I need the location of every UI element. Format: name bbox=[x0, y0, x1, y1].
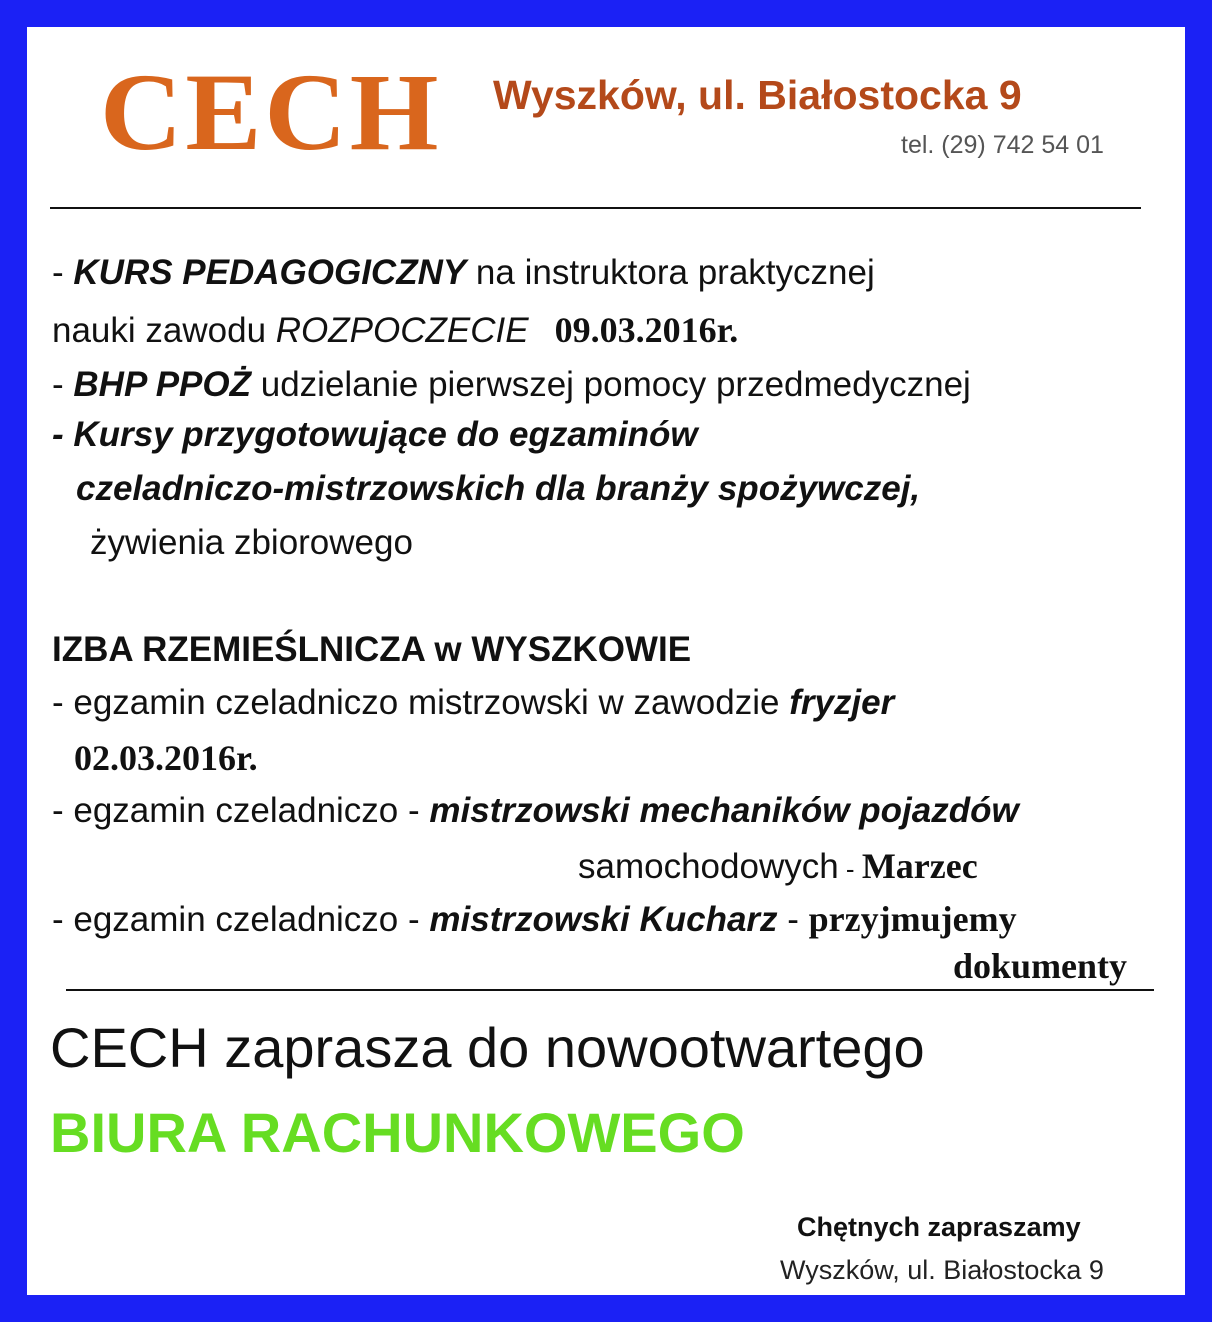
course-desc: udzielanie pierwszej pomocy przedmedycznej bbox=[251, 365, 971, 404]
footer-invite: Chętnych zapraszamy bbox=[797, 1212, 1081, 1242]
promo-divider bbox=[66, 989, 1154, 991]
exam-profession: mistrzowski Kucharz bbox=[429, 900, 778, 939]
exam-desc: - egzamin czeladniczo - bbox=[52, 791, 430, 830]
dash: - bbox=[52, 365, 74, 404]
course-title: KURS PEDAGOGICZNY bbox=[73, 253, 467, 292]
izba-heading: IZBA RZEMIEŚLNICZA w WYSZKOWIE bbox=[52, 630, 692, 669]
exam-mechanik-line bbox=[52, 791, 1019, 831]
exam-fryzjer-line bbox=[52, 683, 894, 723]
dash: - bbox=[838, 854, 862, 884]
exam-profession: fryzjer bbox=[789, 683, 895, 722]
course-pedagogiczny-line bbox=[52, 253, 875, 293]
exam-mechanik-line-2 bbox=[578, 845, 978, 887]
promo-line-1: CECH zaprasza do nowootwartego bbox=[50, 1016, 925, 1079]
exam-kucharz-line bbox=[52, 898, 1017, 940]
exam-profession: mistrzowski mechaników pojazdów bbox=[429, 791, 1019, 830]
exam-desc: - egzamin czeladniczo - bbox=[52, 900, 430, 939]
course-start-line bbox=[52, 309, 738, 351]
promo-line-2: BIURA RACHUNKOWEGO bbox=[50, 1101, 745, 1164]
dash: - bbox=[777, 900, 809, 939]
header-phone: tel. (29) 742 54 01 bbox=[901, 131, 1104, 159]
course-desc: na instruktora praktycznej bbox=[466, 253, 875, 292]
course-egzaminy-line-3: żywienia zbiorowego bbox=[90, 523, 413, 562]
course-egzaminy-line-2: czeladniczo-mistrzowskich dla branży spożywczej, bbox=[76, 469, 921, 508]
exam-date: Marzec bbox=[861, 846, 978, 886]
exam-note: przyjmujemy bbox=[808, 899, 1017, 939]
start-date: 09.03.2016r. bbox=[554, 310, 739, 350]
course-desc-cont: nauki zawodu bbox=[52, 311, 276, 350]
course-egzaminy-line: - Kursy przygotowujące do egzaminów bbox=[52, 415, 698, 454]
exam-kucharz-note-2: dokumenty bbox=[953, 946, 1128, 986]
exam-desc: - egzamin czeladniczo mistrzowski w zawodzie bbox=[52, 683, 790, 722]
exam-fryzjer-date: 02.03.2016r. bbox=[74, 738, 258, 778]
footer-address: Wyszków, ul. Białostocka 9 bbox=[780, 1255, 1104, 1285]
dash: - bbox=[52, 253, 74, 292]
header-divider bbox=[50, 207, 1141, 209]
course-title: BHP PPOŻ bbox=[73, 365, 252, 404]
course-bhp-line bbox=[52, 365, 971, 405]
start-label: ROZPOCZECIE bbox=[275, 311, 529, 350]
cech-logo: CECH bbox=[100, 49, 442, 174]
exam-profession-cont: samochodowych bbox=[578, 847, 839, 886]
header-address: Wyszków, ul. Białostocka 9 bbox=[493, 72, 1022, 118]
